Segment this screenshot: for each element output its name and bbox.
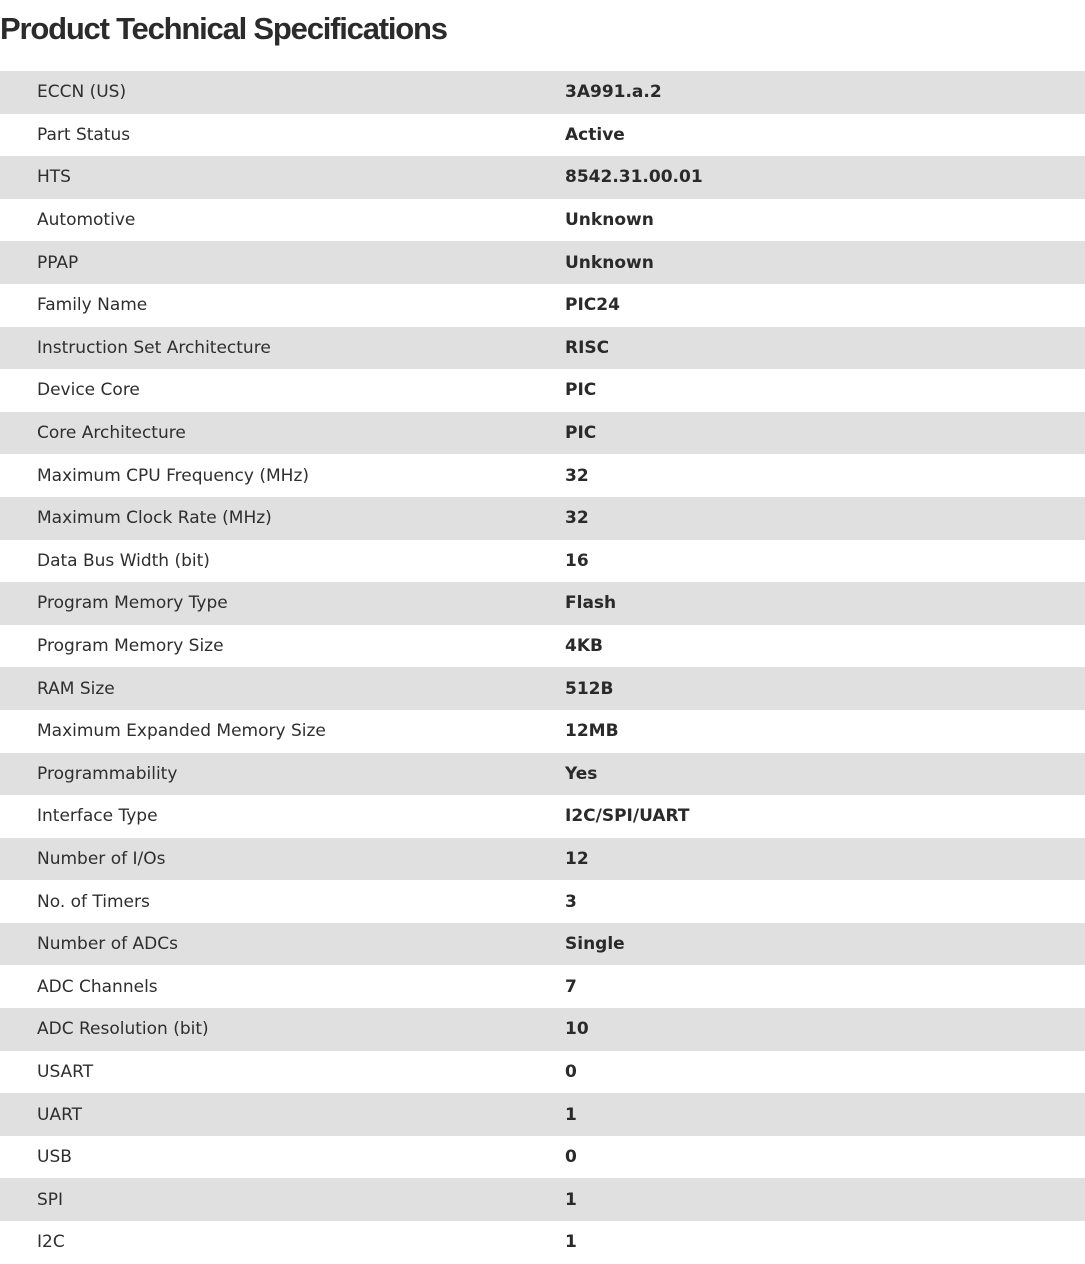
spec-value: Active [565, 124, 625, 145]
spec-row [0, 965, 1085, 1008]
spec-row [0, 199, 1085, 242]
spec-row [0, 795, 1085, 838]
spec-value: 1 [565, 1232, 577, 1253]
spec-value: 12MB [565, 721, 619, 742]
spec-label: Maximum Expanded Memory Size [37, 721, 326, 742]
spec-label: I2C [37, 1232, 65, 1253]
spec-label: HTS [37, 167, 71, 188]
spec-value: 8542.31.00.01 [565, 167, 703, 188]
spec-value: RISC [565, 337, 610, 358]
spec-row [0, 241, 1085, 284]
spec-value: PIC24 [565, 295, 620, 316]
spec-label: Programmability [37, 763, 178, 784]
spec-label: PPAP [37, 252, 79, 273]
page-title: Product Technical Specifications [0, 11, 447, 46]
spec-label: USART [37, 1061, 94, 1082]
spec-value: 12 [565, 848, 589, 869]
spec-value: 32 [565, 465, 589, 486]
spec-row [0, 114, 1085, 157]
spec-value: 0 [565, 1147, 577, 1168]
spec-label: Core Architecture [37, 423, 186, 444]
spec-value: 3 [565, 891, 577, 912]
spec-row [0, 1136, 1085, 1179]
spec-label: Number of I/Os [37, 848, 166, 869]
spec-label: ADC Channels [37, 976, 158, 997]
spec-row [0, 667, 1085, 710]
spec-row [0, 71, 1085, 114]
spec-value: Unknown [565, 210, 654, 231]
spec-value: Single [565, 934, 625, 955]
spec-label: No. of Timers [37, 891, 150, 912]
spec-value: 3A991.a.2 [565, 82, 662, 103]
spec-value: Yes [565, 763, 598, 784]
spec-row [0, 923, 1085, 966]
spec-label: Maximum CPU Frequency (MHz) [37, 465, 309, 486]
spec-row [0, 540, 1085, 583]
spec-table [0, 71, 1085, 1264]
spec-value: PIC [565, 423, 597, 444]
spec-value: PIC [565, 380, 597, 401]
spec-value: 512B [565, 678, 614, 699]
spec-value: 10 [565, 1019, 589, 1040]
spec-row [0, 880, 1085, 923]
spec-value: Flash [565, 593, 617, 614]
spec-value: Unknown [565, 252, 654, 273]
spec-row [0, 1221, 1085, 1264]
spec-label: Maximum Clock Rate (MHz) [37, 508, 272, 529]
spec-value: I2C/SPI/UART [565, 806, 690, 827]
spec-label: Data Bus Width (bit) [37, 550, 210, 571]
spec-label: USB [37, 1147, 72, 1168]
spec-label: Automotive [37, 210, 136, 231]
spec-label: Family Name [37, 295, 148, 316]
spec-label: ADC Resolution (bit) [37, 1019, 209, 1040]
spec-row [0, 582, 1085, 625]
spec-row [0, 412, 1085, 455]
spec-value: 1 [565, 1104, 577, 1125]
spec-label: Instruction Set Architecture [37, 337, 271, 358]
spec-value: 16 [565, 550, 589, 571]
spec-row [0, 838, 1085, 881]
spec-label: Part Status [37, 124, 131, 145]
spec-label: Interface Type [37, 806, 158, 827]
spec-label: Program Memory Type [37, 593, 228, 614]
spec-row [0, 710, 1085, 753]
spec-row [0, 369, 1085, 412]
spec-row [0, 625, 1085, 668]
spec-row [0, 497, 1085, 540]
spec-label: Program Memory Size [37, 636, 224, 657]
spec-row [0, 327, 1085, 370]
spec-row [0, 1178, 1085, 1221]
spec-value: 32 [565, 508, 589, 529]
spec-row [0, 284, 1085, 327]
spec-value: 0 [565, 1061, 577, 1082]
spec-label: ECCN (US) [37, 82, 127, 103]
spec-row [0, 454, 1085, 497]
spec-label: Number of ADCs [37, 934, 178, 955]
spec-value: 7 [565, 976, 577, 997]
spec-label: SPI [37, 1189, 64, 1210]
spec-row [0, 1051, 1085, 1094]
spec-row [0, 156, 1085, 199]
spec-value: 4KB [565, 636, 603, 657]
spec-row [0, 1008, 1085, 1051]
spec-label: RAM Size [37, 678, 115, 699]
spec-row [0, 1093, 1085, 1136]
spec-row [0, 753, 1085, 796]
spec-label: Device Core [37, 380, 140, 401]
spec-label: UART [37, 1104, 83, 1125]
spec-value: 1 [565, 1189, 577, 1210]
